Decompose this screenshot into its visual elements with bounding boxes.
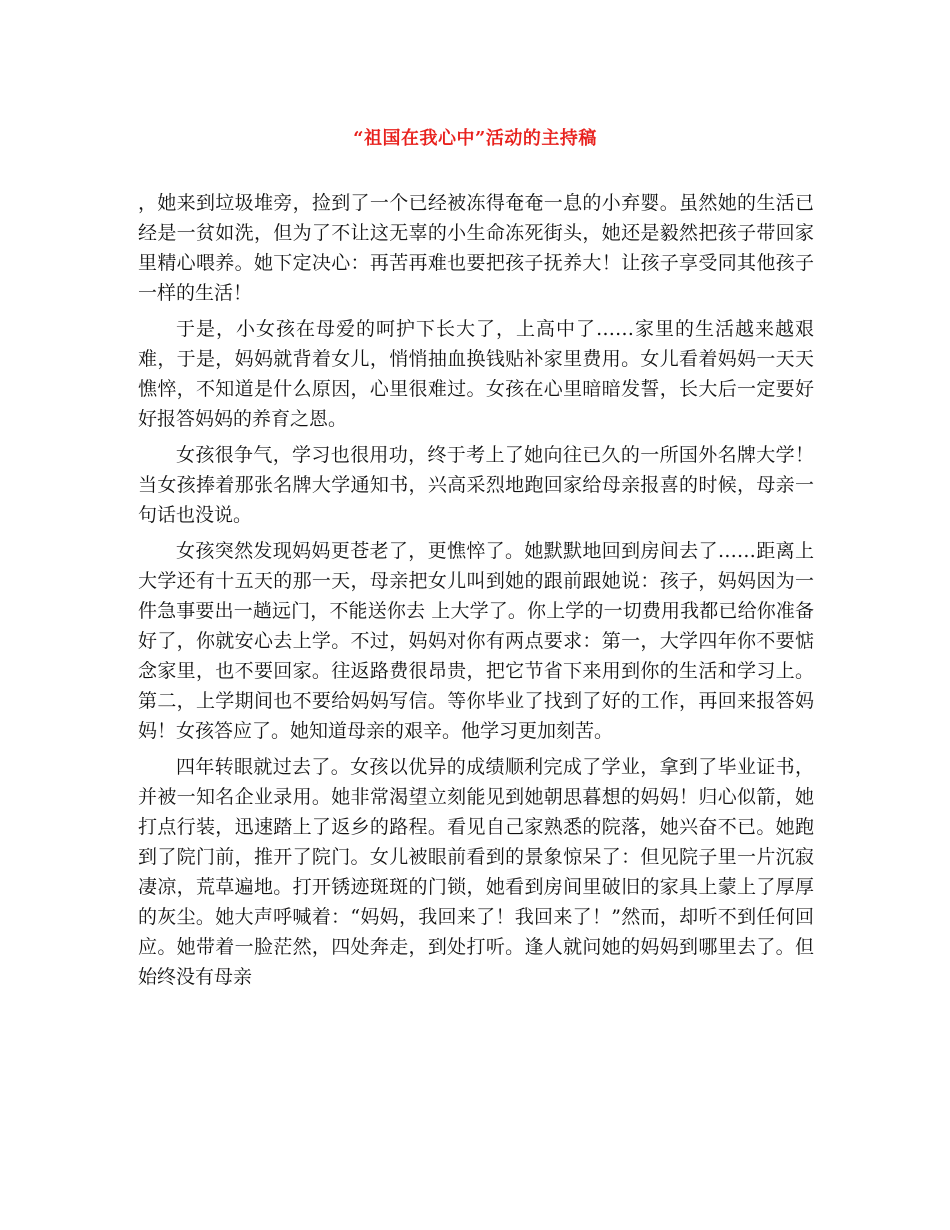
- document-body: [138, 188, 814, 998]
- paragraph-1: ，她来到垃圾堆旁，捡到了一个已经被冻得奄奄一息的小弃婴。虽然她的生活已经是一贫如洗，但为了不让这无辜的小生命冻死街头，她还是毅然把孩子带回家里精心喂养。她下定决心：再苦再难也要把孩子抚养大！让孩子享受同其他孩子一样的生活！: [138, 192, 814, 304]
- paragraph-5: 四年转眼就过去了。女孩以优异的成绩顺利完成了学业，拿到了毕业证书，并被一知名企业录用。她非常渴望立刻能见到她朝思暮想的妈妈！归心似箭，她打点行装，迅速踏上了返乡的路程。看见自己家熟悉的院落，她兴奋不已。她跑到了院门前，推开了院门。女儿被眼前看到的景象惊呆了：但见院子里一片沉寂凄凉，荒草遍地。打开锈迹斑斑的门锁，她看到房间里破旧的家具上蒙上了厚厚的灰尘。她大声呼喊着：“妈妈，我回来了！我回来了！”然而，却听不到任何回应。她带着一脸茫然，四处奔走，到处打听。逢人就问她的妈妈到哪里去了。但始终没有母亲: [138, 756, 814, 988]
- paragraph-3: 女孩很争气，学习也很用功，终于考上了她向往已久的一所国外名牌大学！当女孩捧着那张名牌大学通知书，兴高采烈地跑回家给母亲报喜的时候，母亲一句话也没说。: [138, 444, 814, 526]
- paragraph-2: 于是，小女孩在母爱的呵护下长大了，上高中了……家里的生活越来越艰难，于是，妈妈就背着女儿，悄悄抽血换钱贴补家里费用。女儿看着妈妈一天天憔悴，不知道是什么原因，心里很难过。女孩在心里暗暗发誓，长大后一定要好好报答妈妈的养育之恩。: [138, 318, 814, 430]
- document-title: “祖国在我心中”活动的主持稿: [353, 128, 597, 149]
- paragraph-4: 女孩突然发现妈妈更苍老了，更憔悴了。她默默地回到房间去了……距离上大学还有十五天的那一天，母亲把女儿叫到她的跟前跟她说：孩子，妈妈因为一件急事要出一趟远门，不能送你去 上大学了。你上学的一切费用我都已给你准备好了，你就安心去上学。不过，妈妈对你有两点要求：第一，大学四年你不要惦念家里，也不要回家。往返路费很昂贵，把它节省下来用到你的生活和学习上。第二，上学期间也不要给妈妈写信。等你毕业了找到了好的工作，再回来报答妈妈！女孩答应了。她知道母亲的艰辛。他学习更加刻苦。: [138, 540, 814, 742]
